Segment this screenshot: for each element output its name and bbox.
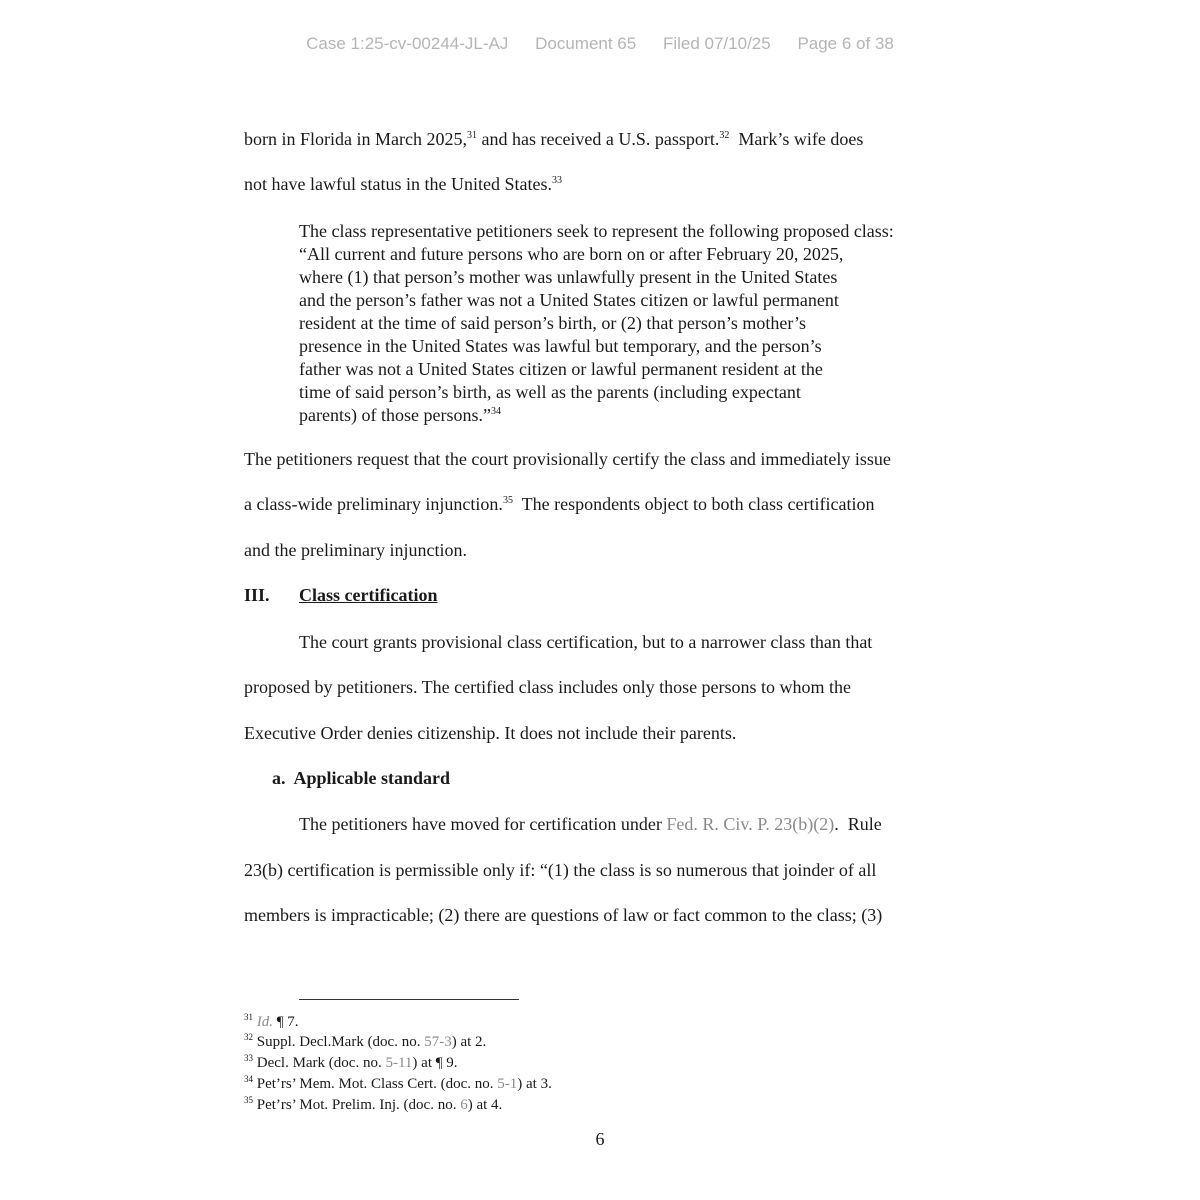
- footnote-ref[interactable]: 31: [466, 130, 477, 141]
- citation-link[interactable]: 6: [460, 1097, 468, 1113]
- quote-line: time of said person’s birth, as well as the parents (including expectant: [299, 382, 801, 402]
- body-line: not have lawful status in the United States.$^{33}$: [244, 174, 562, 194]
- quote-line: presence in the United States was lawful but temporary, and the person’s: [299, 336, 822, 356]
- footnote-ref[interactable]: 35: [502, 495, 513, 506]
- quote-line: and the person’s father was not a United States citizen or lawful permanent: [299, 290, 839, 310]
- filing-header: [0, 34, 1200, 54]
- footnote-ref[interactable]: 33: [551, 175, 562, 186]
- body-line: and the preliminary injunction.: [244, 540, 467, 560]
- filed-date: Filed 07/10/25: [662, 34, 771, 53]
- body-line: The petitioners have moved for certification under Fed. R. Civ. P. 23(b)(2). Rule: [299, 814, 882, 834]
- citation-link[interactable]: 57-3: [424, 1034, 452, 1050]
- footnote-divider: [299, 999, 519, 1000]
- footnote-ref[interactable]: 34: [490, 406, 501, 417]
- quote-line: resident at the time of said person’s birth, or (2) that person’s mother’s: [299, 313, 807, 333]
- body-line: Executive Order denies citizenship. It does not include their parents.: [244, 723, 737, 743]
- quote-line: The class representative petitioners seek to represent the following proposed class:: [299, 221, 894, 241]
- footnote: $^{35}$ Pet’rs’ Mot. Prelim. Inj. (doc. no. 6) at 4.: [244, 1095, 503, 1113]
- body-line: The petitioners request that the court provisionally certify the class and immediately issue: [244, 449, 891, 469]
- body-line: The court grants provisional class certification, but to a narrower class than that: [299, 632, 873, 652]
- footnote: $^{34}$ Pet’rs’ Mem. Mot. Class Cert. (doc. no. 5-1) at 3.: [244, 1074, 552, 1092]
- document-number: Document 65: [535, 34, 637, 53]
- section-title: Class certification: [299, 585, 438, 605]
- body-line: members is impracticable; (2) there are questions of law or fact common to the class; (3): [244, 905, 883, 925]
- footnote: $^{33}$ Decl. Mark (doc. no. 5-11) at ¶ 9.: [244, 1053, 458, 1071]
- case-number: Case 1:25-cv-00244-JL-AJ: [306, 34, 509, 53]
- body-line: 23(b) certification is permissible only if: “(1) the class is so numerous that joinder of all: [244, 860, 877, 880]
- page-indicator: Page 6 of 38: [797, 34, 894, 53]
- footnote: $^{31}$ Id. ¶ 7.: [244, 1012, 299, 1030]
- body-line: born in Florida in March 2025,31 and has received a U.S. passport.$^{32}$ Mark’s wife does: [244, 129, 864, 149]
- citation-link[interactable]: 5-1: [497, 1076, 518, 1092]
- citation-link[interactable]: 5-11: [385, 1055, 413, 1071]
- rule-citation-link[interactable]: Fed. R. Civ. P. 23(b)(2): [666, 814, 835, 834]
- footnote: $^{32}$ Suppl. Decl.Mark (doc. no. 57-3) at 2.: [244, 1032, 487, 1050]
- footnote-ref[interactable]: 32: [719, 130, 730, 141]
- body-line: proposed by petitioners. The certified class includes only those persons to whom the: [244, 677, 852, 697]
- body-line: a class-wide preliminary injunction.$^{35}$ The respondents object to both class certification: [244, 494, 875, 514]
- quote-line: “All current and future persons who are born on or after February 20, 2025,: [299, 244, 844, 264]
- citation-link[interactable]: Id.: [256, 1014, 273, 1030]
- subsection-title: a. Applicable standard: [272, 768, 451, 788]
- section-number: III.: [244, 585, 270, 605]
- page-number: 6: [595, 1129, 605, 1149]
- quote-line: parents) of those persons.”$^{34}$: [299, 405, 501, 425]
- quote-line: where (1) that person’s mother was unlawfully present in the United States: [299, 267, 838, 287]
- quote-line: father was not a United States citizen or lawful permanent resident at the: [299, 359, 823, 379]
